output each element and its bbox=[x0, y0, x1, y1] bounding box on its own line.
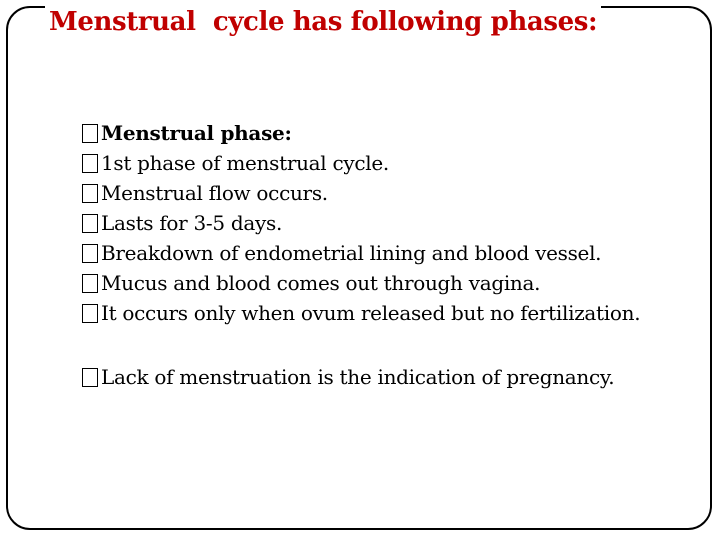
bullet-text: Lasts for 3-5 days. bbox=[101, 211, 282, 235]
bullet-item-ovum bbox=[82, 298, 692, 362]
bullet-item-breakdown bbox=[82, 238, 692, 268]
bullet-list bbox=[82, 118, 692, 392]
bullet-item-duration bbox=[82, 208, 692, 238]
bullet-text: Menstrual phase: bbox=[101, 121, 292, 145]
missing-glyph-box-icon bbox=[82, 244, 98, 263]
bullet-text: Menstrual flow occurs. bbox=[101, 181, 328, 205]
missing-glyph-box-icon bbox=[82, 214, 98, 233]
missing-glyph-box-icon bbox=[82, 274, 98, 293]
missing-glyph-box-icon bbox=[82, 154, 98, 173]
bullet-text: Breakdown of endometrial lining and blood vessel. bbox=[101, 241, 602, 265]
bullet-text: Mucus and blood comes out through vagina. bbox=[101, 271, 541, 295]
missing-glyph-box-icon bbox=[82, 184, 98, 203]
bullet-item-pregnancy bbox=[82, 362, 692, 392]
bullet-item-flow bbox=[82, 178, 692, 208]
missing-glyph-box-icon bbox=[82, 304, 98, 323]
missing-glyph-box-icon bbox=[82, 124, 98, 143]
bullet-text: It occurs only when ovum released but no fertilization. bbox=[101, 301, 641, 325]
bullet-item-first-phase bbox=[82, 148, 692, 178]
slide-title: Menstrual cycle has following phases: bbox=[45, 2, 601, 42]
bullet-text: Lack of menstruation is the indication of pregnancy. bbox=[101, 365, 615, 389]
bullet-item-mucus bbox=[82, 268, 692, 298]
bullet-item-menstrual-phase bbox=[82, 118, 692, 148]
missing-glyph-box-icon bbox=[82, 368, 98, 387]
bullet-text: 1st phase of menstrual cycle. bbox=[101, 151, 389, 175]
